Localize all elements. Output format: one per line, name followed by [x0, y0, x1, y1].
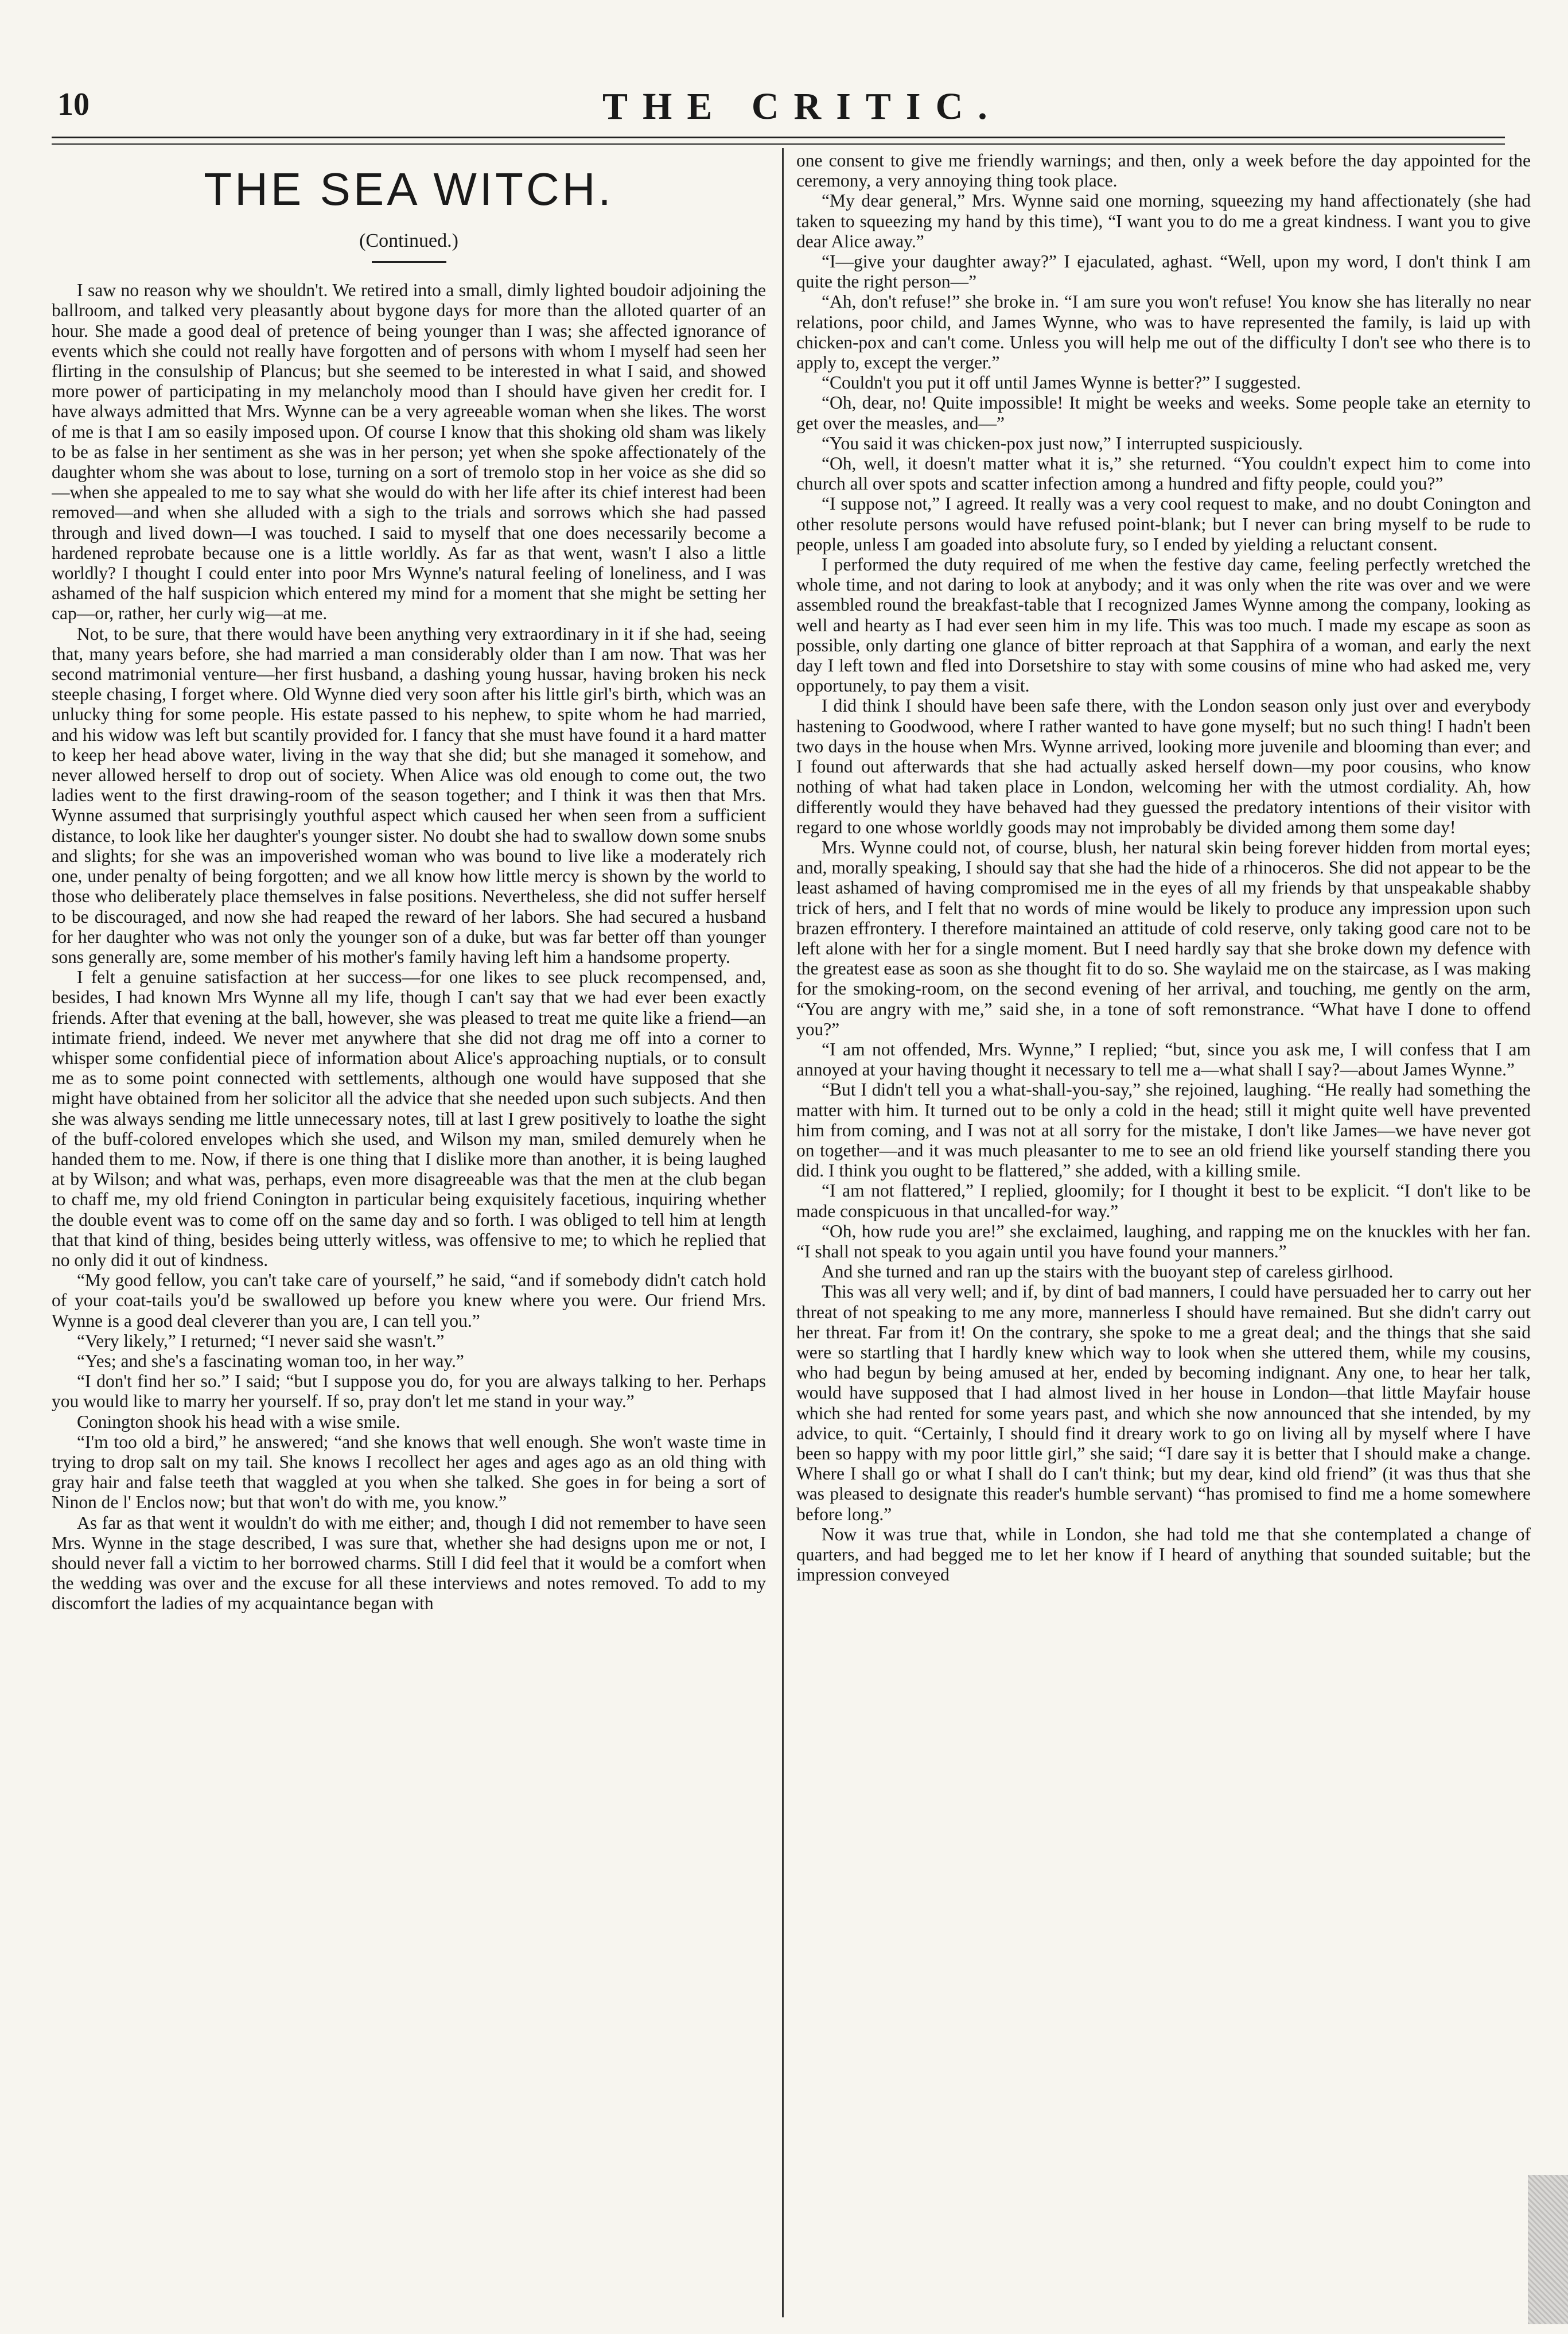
publication-title: THE CRITIC. — [602, 86, 1002, 127]
paragraph: This was all very well; and if, by dint of bad manners, I could have persuaded her to carry out her threat of not speaking to me any more, mannerless I should have remained. But she didn't carry out her threat. Far from it! On the contrary, she spoke to me a great deal; and the things that she said were so startling that I hardly knew which way to look when she uttered them, while my cousins, who had begun by being amused at her, ended by becoming indignant. Any one, to hear her talk, would have supposed that I had almost lived in her house in London—that little Mayfair house which she had rented for some years past, and which she now announced that she intended, by my advice, to quit. “Certainly, I should find it dreary work to go on living all by myself where I have been so happy with my poor little girl,” she said; “I dare say it is better that I should make a change. Where I shall go or what I shall do I can't think; but my dear, kind old friend” (it was thus that she was pleased to designate this reader's humble servant) “has promised to find me a home somewhere before long.” — [796, 1281, 1531, 1524]
left-column — [52, 150, 766, 2314]
title-rule — [372, 261, 446, 263]
paragraph: one consent to give me friendly warnings; and then, only a week before the day appointed for the ceremony, a very annoying thing took place. — [796, 150, 1531, 191]
paragraph: Mrs. Wynne could not, of course, blush, her natural skin being forever hidden from mortal eyes; and, morally speaking, I should say that she had the hide of a rhinoceros. She did not appear to be the least ashamed of having compromised me in the eyes of all my friends by that unspeakable shabby trick of hers, and I felt that no words of mine would be likely to produce any impression upon such brazen effrontery. I therefore maintained an attitude of cold reserve, only taking good care not to be left alone with her for a single moment. But I need hardly say that she broke down my defence with the greatest ease as soon as she thought fit to do so. She waylaid me on the staircase, as I was making for the smoking-room, on the second evening of her arrival, and touching, me gently on the arm, “You are angry with me,” said she, in a tone of soft remonstrance. “What have I done to offend you?” — [796, 837, 1531, 1039]
paragraph: I saw no reason why we shouldn't. We retired into a small, dimly lighted boudoir adjoining the ballroom, and talked very pleasantly about bygone days for more than the alloted quarter of an hour. She made a good deal of pretence of being younger than I was; she affected ignorance of events which she could not really have forgotten and of persons with whom I myself had seen her flirting in the consulship of Plancus; but she seemed to be interested in what I said, and showed more power of participating in my melancholy mood than I should have given her credit for. I have always admitted that Mrs. Wynne can be a very agreeable woman when she likes. The worst of me is that I am so easily imposed upon. Of course I know that this shoking old sham was likely to be as false in her sentiment as she was in her person; yet when she spoke affectionately of the daughter whom she was about to lose, turning on a sort of tremolo stop in her voice as she did so—when she appealed to me to say what she would do with her life after its chief interest had been removed—and when she alluded with a sigh to the trials and sorrows which she had passed through and lived down—I was touched. I said to myself that one does necessarily become a hardened reprobate because one is a little worldly. As far as that went, wasn't I also a little worldly? I thought I could enter into poor Mrs Wynne's natural feeling of loneliness, and I was ashamed of the half suspicion which entered my mind for a moment that she might be setting her cap—or, rather, her curly wig—at me. — [52, 280, 766, 624]
paragraph: Not, to be sure, that there would have been anything very extraordinary in it if she had, seeing that, many years before, she had married a man considerably older than I am now. That was her second matrimonial venture—her first husband, a dashing young hussar, having broken his neck steeple chasing, I forget where. Old Wynne died very soon after his little girl's birth, which was an unlucky thing for some people. His estate passed to his nephew, to spite whom he had married, and his widow was left but scantily provided for. I fancy that she must have found it a hard matter to keep her head above water, living in the way that she did; but she managed it somehow, and never allowed herself to drop out of society. When Alice was old enough to come out, the two ladies went to the first drawing-room of the season together; and I think it was then that Mrs. Wynne assumed that surprisingly youthful aspect which caused her when seen from a sufficient distance, to look like her daughter's younger sister. No doubt she had to swallow down some snubs and slights; for she was an impoverished woman who was bound to live like a moderately rich one, under penalty of being forgotten; and we all know how little mercy is shown by the world to those who deliberately place themselves in false positions. Nevertheless, she did not suffer herself to be discouraged, and now she had reaped the reward of her labors. She had secured a husband for her daughter who was not only the younger son of a duke, but was far better off than younger sons generally are, some member of his mother's family having left him a handsome property. — [52, 623, 766, 967]
paragraph: “Ah, don't refuse!” she broke in. “I am sure you won't refuse! You know she has literally no near relations, poor child, and James Wynne, who was to have represented the family, is laid up with chicken-pox and can't come. Unless you will help me out of the difficulty I don't see who there is to apply to, except the verger.” — [796, 292, 1531, 373]
paragraph: “You said it was chicken-pox just now,” I interrupted suspiciously. — [822, 433, 1303, 453]
paragraph: Conington shook his head with a wise smile. — [77, 1411, 400, 1432]
paragraph: I did think I should have been safe there, with the London season only just over and everybody hastening to Goodwood, where I rather wanted to have gone myself; but no such thing! I hadn't been two days in the house when Mrs. Wynne arrived, looking more juvenile and blooming than ever; and I found out afterwards that she had actually asked herself down—my poor cousins, who know nothing of what had taken place in London, welcoming her with the utmost cordiality. Ah, how differently would they have behaved had they guessed the predatory intentions of their visitor with regard to one whose worldly goods may not improbably be divided among them some day! — [796, 696, 1531, 837]
column-divider — [782, 148, 784, 2317]
paragraph: “Oh, how rude you are!” she exclaimed, laughing, and rapping me on the knuckles with her fan. “I shall not speak to you again until you have found your manners.” — [796, 1221, 1531, 1261]
paragraph: “Oh, well, it doesn't matter what it is,” she returned. “You couldn't expect him to come into church all over spots and scatter infection among a hundred and fifty people, could you?” — [796, 453, 1531, 494]
header-rule-thin — [52, 143, 1505, 145]
paragraph: “Couldn't you put it off until James Wynne is better?” I suggested. — [822, 372, 1301, 393]
paragraph: “My dear general,” Mrs. Wynne said one morning, squeezing my hand affectionately (she had taken to squeezing my hand by this time), “I want you to do me a great kindness. I want you to give dear Alice away.” — [796, 191, 1531, 251]
paragraph: I performed the duty required of me when the festive day came, feeling perfectly wretched the whole time, and not daring to look at anybody; and it was only when the rite was over and we were assembled round the breakfast-table that I recognized James Wynne among the company, looking as well and hearty as I had ever seen him in my life. This was too much. I made my escape as soon as possible, only darting one glance of bitter reproach at that Sapphira of a woman, and early the next day I left town and fled into Dorsetshire to stay with some cousins of mine who had asked me, very opportunely, to pay them a visit. — [796, 554, 1531, 696]
paragraph: “I—give your daughter away?” I ejaculated, aghast. “Well, upon my word, I don't think I am quite the right person—” — [796, 251, 1531, 292]
paragraph: “I am not offended, Mrs. Wynne,” I replied; “but, since you ask me, I will confess that I am annoyed at your having thought it necessary to tell me a—what shall I say?—about James Wynne.” — [796, 1039, 1531, 1080]
paragraph: And she turned and ran up the stairs with the buoyant step of careless girlhood. — [822, 1261, 1394, 1282]
article-title: THE SEA WITCH. — [204, 164, 614, 215]
paragraph: “Yes; and she's a fascinating woman too, in her way.” — [77, 1350, 464, 1371]
right-column-text — [796, 150, 1531, 1585]
paragraph: I felt a genuine satisfaction at her success—for one likes to see pluck recompensed, and, besides, I had known Mrs Wynne all my life, though I can't say that we had ever been exactly friends. After that evening at the ball, however, she was pleased to treat me quite like a friend—an intimate friend, indeed. We never met anywhere that she did not drag me off into a corner to whisper some confidential piece of information about Alice's approaching nuptials, or to consult me as to some point connected with settlements, although one would have supposed that she might have obtained from her solicitor all the advice that she needed upon such subjects. And then she was always sending me little unnecessary notes, till at last I grew positively to loathe the sight of the buff-colored envelopes which she used, and Wilson my man, smiled demurely when he handed them to me. Now, if there is one thing that I dislike more than another, it is being laughed at by Wilson; and what was, perhaps, even more disagreeable was that the men at the club began to chaff me, my old friend Conington in particular being exquisitely facetious, inquiring whether the double event was to come off on the same day and so forth. I was obliged to tell him at length that that kind of thing, besides being utterly witless, was offensive to me; to which he replied that no only did it out of kindness. — [52, 967, 766, 1270]
paragraph: “I suppose not,” I agreed. It really was a very cool request to make, and no doubt Conington and other resolute persons would have refused point-blank; but I never can bring myself to be rude to people, unless I am goaded into absolute fury, so I ended by yielding a reluctant consent. — [796, 494, 1531, 554]
paragraph: “My good fellow, you can't take care of yourself,” he said, “and if somebody didn't catch hold of your coat-tails you'd be swallowed up before you knew where you were. Our friend Mrs. Wynne is a good deal cleverer than you are, I can tell you.” — [52, 1270, 766, 1331]
paragraph: “Oh, dear, no! Quite impossible! It might be weeks and weeks. Some people take an eternity to get over the measles, and—” — [796, 393, 1531, 433]
header-rule — [52, 137, 1505, 138]
paragraph: “Very likely,” I returned; “I never said she wasn't.” — [77, 1330, 445, 1351]
paragraph: “I am not flattered,” I replied, gloomily; for I thought it best to be explicit. “I don't like to be made conspicuous in that uncalled-for way.” — [796, 1180, 1531, 1221]
paragraph: As far as that went it wouldn't do with me either; and, though I did not remember to have seen Mrs. Wynne in the stage described, I was sure that, whether she had designs upon me or not, I should never fall a victim to her borrowed charms. Still I did feel that it would be a comfort when the wedding was over and the excuse for all these interviews and notes removed. To add to my discomfort the ladies of my acquaintance began with — [52, 1512, 766, 1614]
article-continued: (Continued.) — [359, 230, 458, 251]
left-column-text — [52, 280, 766, 1613]
right-column — [796, 150, 1531, 2314]
paragraph: “I'm too old a bird,” he answered; “and she knows that well enough. She won't waste time in trying to drop salt on my tail. She knows I recollect her ages and ages ago as an old thing with gray hair and false teeth that waggled at you when she talked. She goes in for being a sort of Ninon de l' Enclos now; but that won't do with me, you know.” — [52, 1431, 766, 1513]
paragraph: “But I didn't tell you a what-shall-you-say,” she rejoined, laughing. “He really had something the matter with him. It turned out to be only a cold in the head; still it might quite well have prevented him from coming, and I was not at all sorry for the mistake, I don't like James—we have never got on together—and it was much pleasanter to me to see an old friend like yourself standing there you did. I think you ought to be flattered,” she added, with a killing smile. — [796, 1079, 1531, 1181]
paragraph: “I don't find her so.” I said; “but I suppose you do, for you are always talking to her. Perhaps you would like to marry her yourself. If so, pray don't let me stand in your way.” — [52, 1371, 766, 1412]
page-stain — [1528, 2175, 1568, 2324]
page-number: 10 — [57, 87, 90, 122]
paragraph: Now it was true that, while in London, she had told me that she contemplated a change of quarters, and had begged me to let her know if I heard of anything that sounded suitable; but the impression conveyed — [796, 1524, 1531, 1585]
